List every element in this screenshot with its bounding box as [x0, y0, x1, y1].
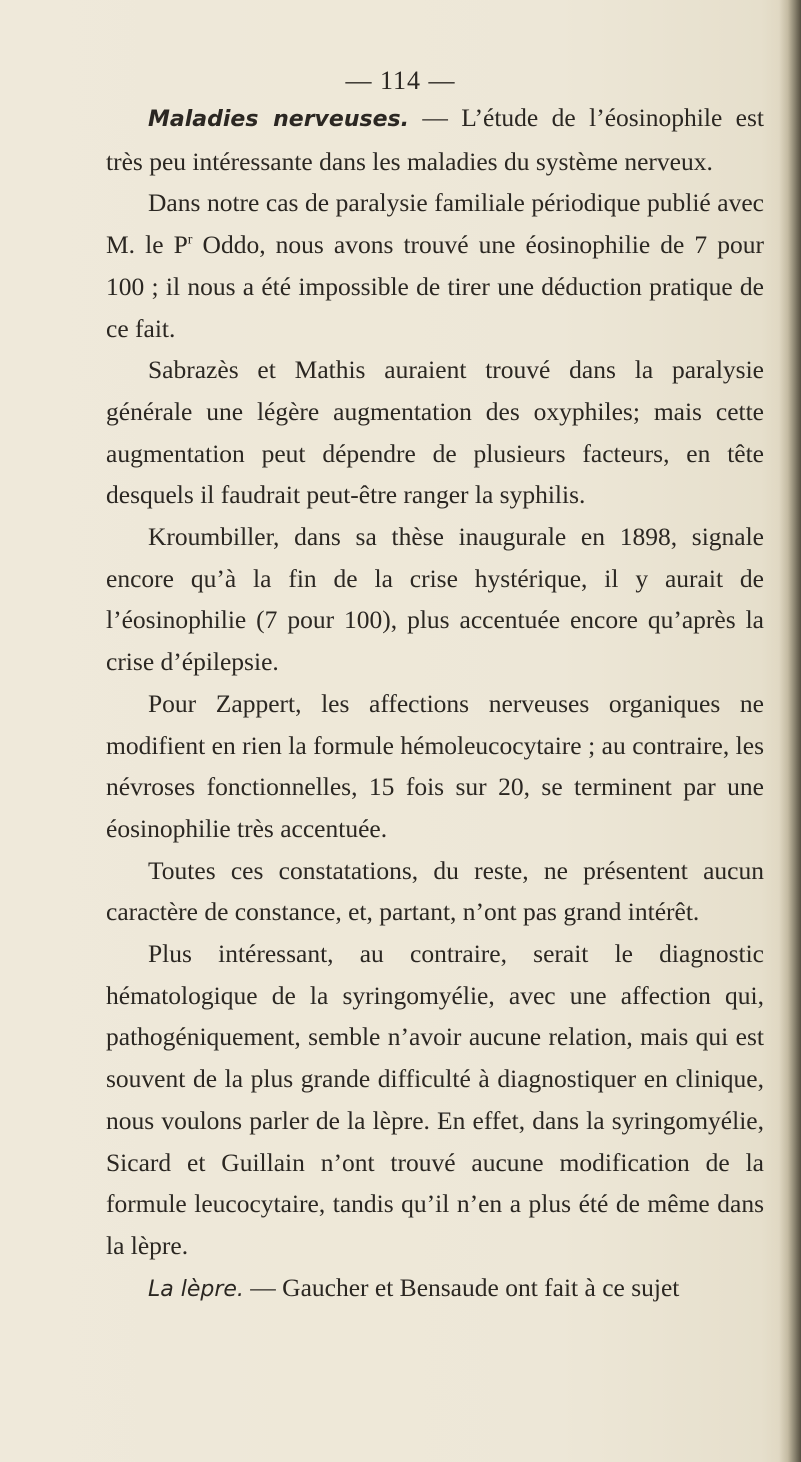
paragraph-text: Dans notre cas de paralysie familiale périodique publié avec M. le P	[106, 188, 764, 260]
section-heading-maladies-nerveuses: Maladies nerveuses.	[148, 107, 409, 132]
section-heading-lepre: La lèpre.	[148, 1276, 244, 1302]
superscript: r	[187, 232, 193, 248]
paragraph-zappert	[106, 683, 764, 850]
paragraph-syringomyelie	[106, 933, 764, 1267]
paragraph-text: — L’étude de l’éosinophile est très peu intéressante dans les maladies du système nerveux.	[106, 103, 764, 176]
paragraph-text: Kroumbiller, dans sa thèse inaugurale en 1898, signale encore qu’à la fin de la crise hystérique, il y aurait de l’éosinophilie (7 pour 100), plus accentuée encore qu’après la crise d’épilepsie.	[106, 522, 764, 677]
paragraph-sabrazes	[106, 349, 764, 516]
body-text	[106, 97, 764, 1310]
paragraph-text: — Gaucher et Bensaude ont fait à ce sujet	[243, 1272, 680, 1302]
paragraph-kroumbiller	[106, 516, 764, 683]
paragraph-paralysie-familiale	[106, 182, 764, 349]
paragraph-text: Plus intéressant, au contraire, serait le diagnostic hématologique de la syringomyélie, avec une affection qui, pathogéniquement, semble n’avoir aucune relation, mais qui est souvent de la plus grande difficulté à diagnostiquer en clinique, nous voulons parler de la lèpre. En effet, dans la syringomyélie, Sicard et Guillain n’ont trouvé aucune modification de la formule leucocytaire, tandis qu’il n’en a plus été de même dans la lèpre.	[106, 939, 764, 1260]
paragraph-constatations	[106, 850, 764, 933]
paragraph-text: Pour Zappert, les affections nerveuses organiques ne modifient en rien la formule hémoleucocytaire ; au contraire, les névroses fonctionnelles, 15 fois sur 20, se terminent par une éosinophilie très accentuée.	[106, 688, 764, 843]
paragraph-text: Sabrazès et Mathis auraient trouvé dans la paralysie générale une légère augmentation des oxyphiles; mais cette augmentation peut dépendre de plusieurs facteurs, en tête desquels il faudrait peut-être ranger la syphilis.	[106, 355, 764, 510]
paragraph-maladies-nerveuses	[106, 97, 764, 182]
page-number: — 114 —	[345, 66, 456, 95]
paragraph-lepre	[106, 1267, 764, 1311]
page-edge-shadow	[779, 0, 801, 1462]
paragraph-text: Toutes ces constatations, du reste, ne présentent aucun caractère de constance, et, partant, n’ont pas grand intérêt.	[106, 855, 764, 927]
paragraph-text: Oddo, nous avons trouvé une éosinophilie de 7 pour 100 ; il nous a été impossible de tirer une déduction pratique de ce fait.	[106, 230, 764, 343]
